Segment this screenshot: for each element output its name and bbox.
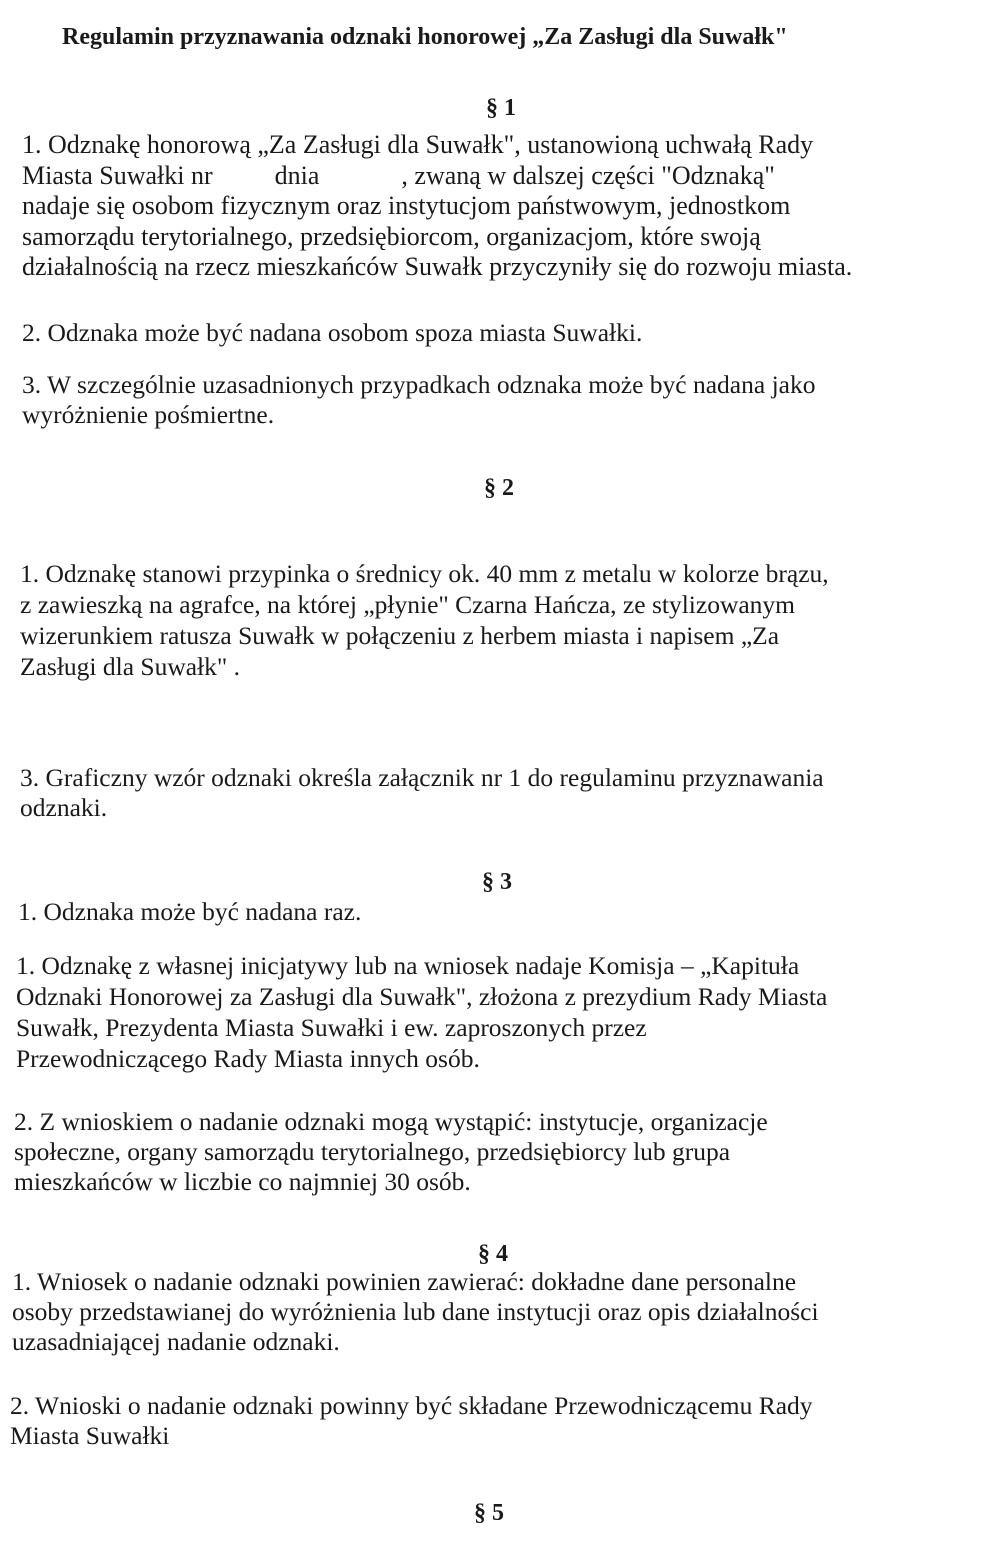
paragraph-line: 2. Z wnioskiem o nadanie odznaki mogą wystąpić: instytucje, organizacje	[14, 1107, 768, 1136]
paragraph-line: 1. Odznakę stanowi przypinka o średnicy ok. 40 mm z metalu w kolorze brązu,	[20, 559, 829, 588]
section-4-paragraph-2	[10, 1391, 965, 1451]
section-4-paragraph-1	[12, 1267, 967, 1357]
paragraph-line: nadaje się osobom fizycznym oraz instytucjom państwowym, jednostkom	[22, 191, 791, 220]
section-3-mark: § 3	[482, 869, 512, 895]
paragraph-line: z zawieszką na agrafce, na której „płynie" Czarna Hańcza, ze stylizowanym	[20, 590, 796, 619]
paragraph-line: 3. Graficzny wzór odznaki określa załącznik nr 1 do regulaminu przyznawania	[20, 763, 824, 792]
section-1-mark: § 1	[486, 95, 516, 121]
paragraph-line: 1. Odznakę honorową „Za Zasługi dla Suwałk", ustanowioną uchwałą Rady	[22, 130, 814, 159]
paragraph-line: Odznaki Honorowej za Zasługi dla Suwałk", złożona z prezydium Rady Miasta	[16, 982, 828, 1011]
section-2-paragraph-1	[20, 558, 975, 682]
paragraph-line: wizerunkiem ratusza Suwałk w połączeniu z herbem miasta i napisem „Za	[20, 621, 780, 650]
paragraph-line: 2. Wnioski o nadanie odznaki powinny być składane Przewodniczącemu Rady	[10, 1391, 813, 1420]
blank-text: Miasta Suwałki nr	[22, 160, 213, 190]
paragraph-line: wyróżnienie pośmiertne.	[22, 400, 275, 429]
paragraph-line: 3. W szczególnie uzasadnionych przypadkach odznaka może być nadana jako	[22, 370, 816, 399]
section-4-mark: § 4	[478, 1241, 508, 1267]
paragraph-line: 2. Odznaka może być nadana osobom spoza miasta Suwałki.	[22, 318, 643, 347]
section-3-paragraph-2	[16, 950, 971, 1074]
paragraph-line: społeczne, organy samorządu terytorialnego, przedsiębiorcy lub grupa	[14, 1137, 731, 1166]
paragraph-line: Zasługi dla Suwałk" .	[20, 652, 241, 681]
section-5-mark: § 5	[474, 1500, 504, 1526]
paragraph-line: samorządu terytorialnego, przedsiębiorcom, organizacjom, które swoją	[22, 221, 761, 251]
section-2-mark: § 2	[484, 475, 514, 501]
document-title: Regulamin przyznawania odznaki honorowej „Za Zasługi dla Suwałk"	[62, 24, 788, 50]
paragraph-line: Przewodniczącego Rady Miasta innych osób.	[16, 1044, 480, 1073]
section-1-paragraph-2	[22, 318, 977, 348]
paragraph-line: osoby przedstawianej do wyróżnienia lub dane instytucji oraz opis działalności	[12, 1297, 819, 1326]
blank-text: dnia	[274, 160, 320, 190]
blank-text: , zwaną w dalszej części "Odznaką"	[401, 160, 775, 190]
paragraph-line: działalnością na rzecz mieszkańców Suwałk przyczyniły się do rozwoju miasta.	[22, 252, 853, 281]
section-1-paragraph-1	[22, 130, 977, 283]
paragraph-line: mieszkańców w liczbie co najmniej 30 osób.	[14, 1167, 471, 1196]
section-3-paragraph-3	[14, 1107, 969, 1197]
paragraph-line	[22, 161, 977, 192]
paragraph-line: 1. Wniosek o nadanie odznaki powinien zawierać: dokładne dane personalne	[12, 1267, 797, 1296]
paragraph-line: 1. Odznaka może być nadana raz.	[18, 897, 362, 926]
paragraph-line: Miasta Suwałki	[10, 1421, 170, 1450]
section-3-paragraph-1	[18, 897, 973, 927]
paragraph-line: 1. Odznakę z własnej inicjatywy lub na wniosek nadaje Komisja – „Kapituła	[16, 951, 800, 980]
paragraph-line: uzasadniającej nadanie odznaki.	[12, 1327, 340, 1356]
section-2-paragraph-3	[20, 763, 975, 823]
paragraph-line: odznaki.	[20, 793, 108, 822]
paragraph-line: Suwałk, Prezydenta Miasta Suwałki i ew. zaproszonych przez	[16, 1013, 647, 1042]
section-1-paragraph-3	[22, 370, 977, 430]
